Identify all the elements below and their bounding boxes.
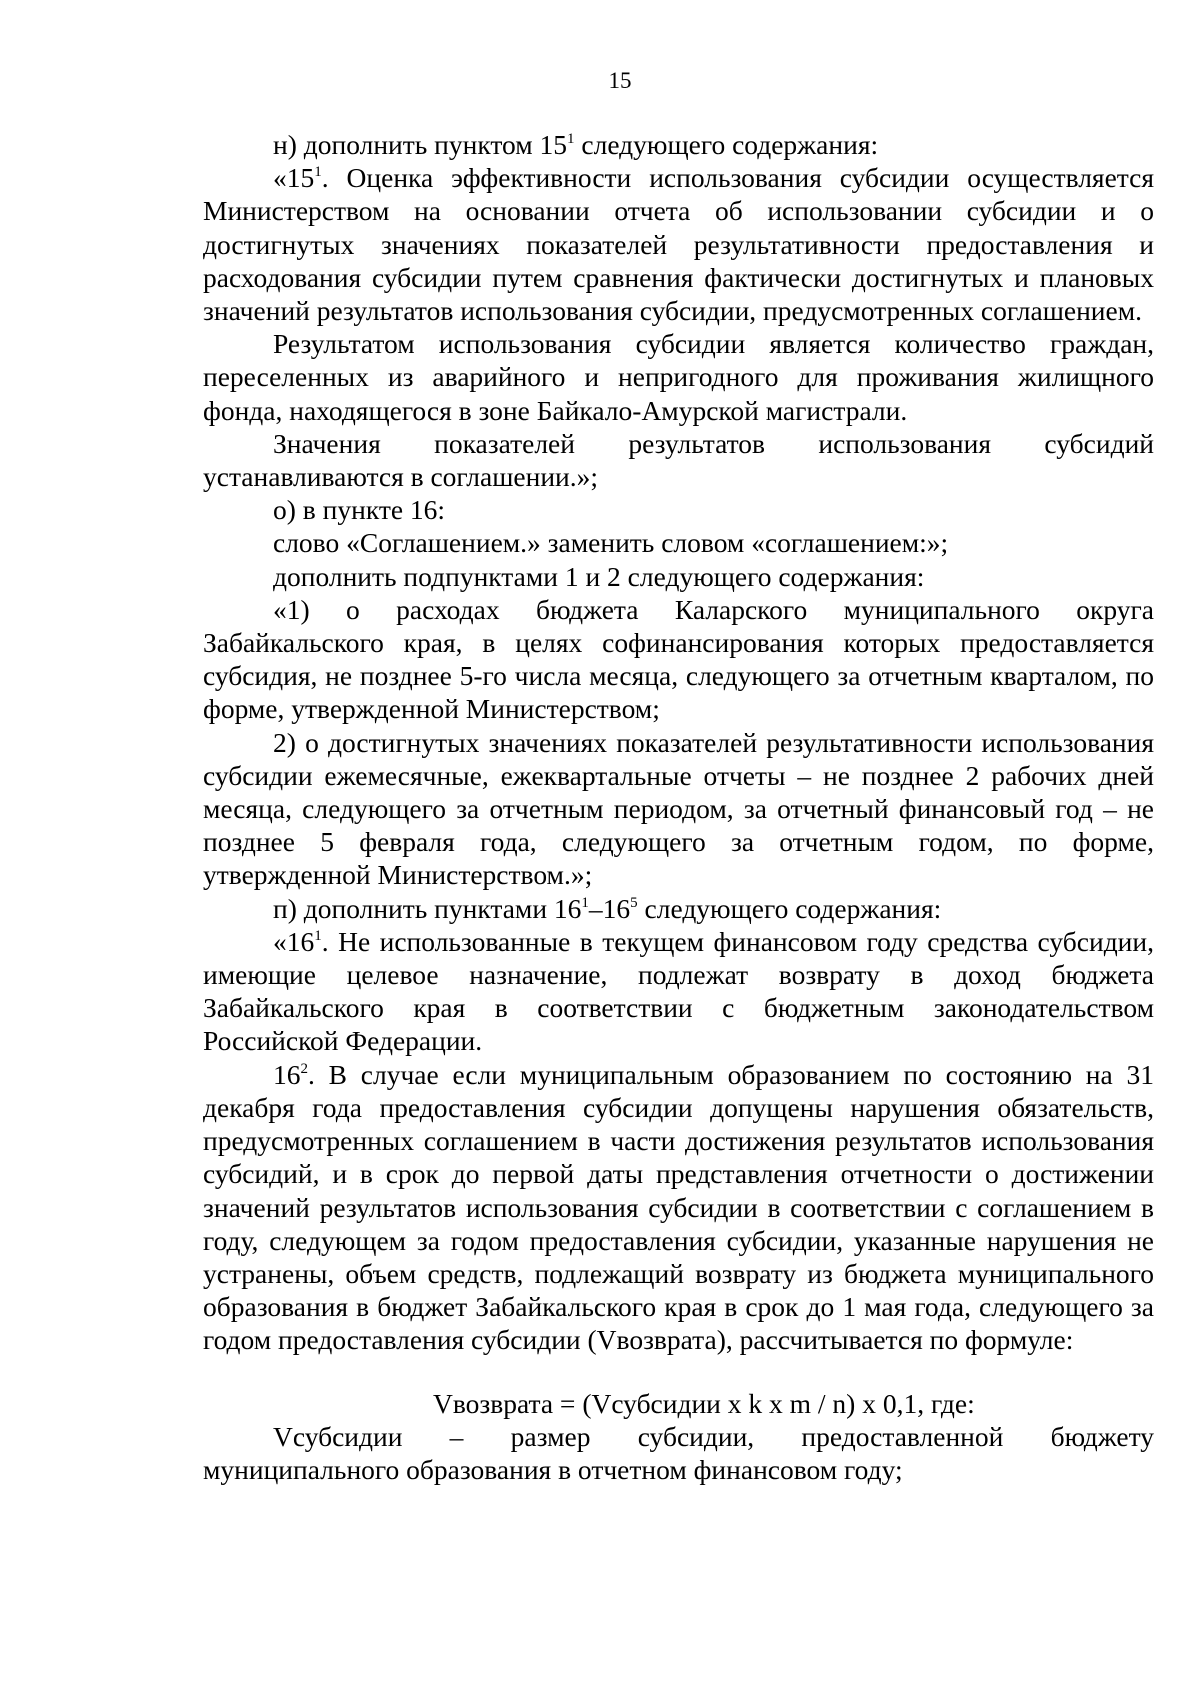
amendment-p-intro: п) дополнить пунктами $16^1-16^5$ следующего содержания: <box>273 892 942 924</box>
document-body <box>203 128 1154 1486</box>
refund-formula: Vвозврата = (Vсубсидии x k x m / n) x 0,1, где: <box>433 1387 975 1419</box>
page-number: 15 <box>608 68 632 93</box>
amendment-n-intro: н) дополнить пунктом $15^1$ следующего содержания: <box>273 129 879 160</box>
amendment-o-intro: о) в пункте 16: <box>273 494 446 526</box>
subclause-2-paragraph: 2) о достигнутых значениях показателей результативности использования субсидии ежемесячные, ежеквартальные отчеты – не позднее 2 рабочих дней месяца, следующего за отчетным периодом, за отчетный финансовый год – не позднее 5 февраля года, следующего за отчетным годом, по форме, утвержденной Министерством.»; <box>203 726 1154 891</box>
subclause-1-paragraph: «1) о расходах бюджета Каларского муниципального округа Забайкальского края, в целях софинансирования которых предоставляется субсидия, не позднее 5-го числа месяца, следующего за отчетным кварталом, по форме, утвержденной Министерством; <box>203 593 1154 725</box>
formula-variable-definition: Vсубсидии – размер субсидии, предоставленной бюджету муниципального образования в отчетном финансовом году; <box>203 1420 1154 1485</box>
word-replacement-paragraph: слово «Соглашением.» заменить словом «соглашением:»; <box>273 527 949 559</box>
subclauses-intro-paragraph: дополнить подпунктами 1 и 2 следующего содержания: <box>273 560 925 592</box>
subsidy-result-paragraph: Результатом использования субсидии является количество граждан, переселенных из аварийного и непригодного для проживания жилищного фонда, находящегося в зоне Байкало-Амурской магистрали. <box>203 328 1154 426</box>
indicator-values-paragraph: Значения показателей результатов использования субсидий устанавливаются в соглашении.»; <box>203 427 1154 493</box>
clause-16-1-paragraph: «$16^1$. Не использованные в текущем финансовом году средства субсидии, имеющие целевое назначение, подлежат возврату в доход бюджета Забайкальского края в соответствии с бюджетным законодательством Российской Федерации. <box>203 925 1154 1057</box>
clause-16-2-paragraph: $16^2$. В случае если муниципальным образованием по состоянию на 31 декабря года предоставления субсидии допущены нарушения обязательств, предусмотренных соглашением в части достижения результатов использования субсидий, и в срок до первой даты представления отчетности о достижении значений результатов использования субсидии в соответствии с соглашением в году, следующем за годом предоставления субсидии, указанные нарушения не устранены, объем средств, подлежащий возврату из бюджета муниципального образования в бюджет Забайкальского края в срок до 1 мая года, следующего за годом предоставления субсидии (Vвозврата), рассчитывается по формуле: <box>203 1058 1154 1356</box>
clause-15-1-paragraph: «$15^1$. Оценка эффективности использования субсидии осуществляется Министерством на основании отчета об использовании субсидии и о достигнутых значениях показателей результативности предоставления и расходования субсидии путем сравнения фактически достигнутых и плановых значений результатов использования субсидии, предусмотренных соглашением. <box>203 162 1154 327</box>
